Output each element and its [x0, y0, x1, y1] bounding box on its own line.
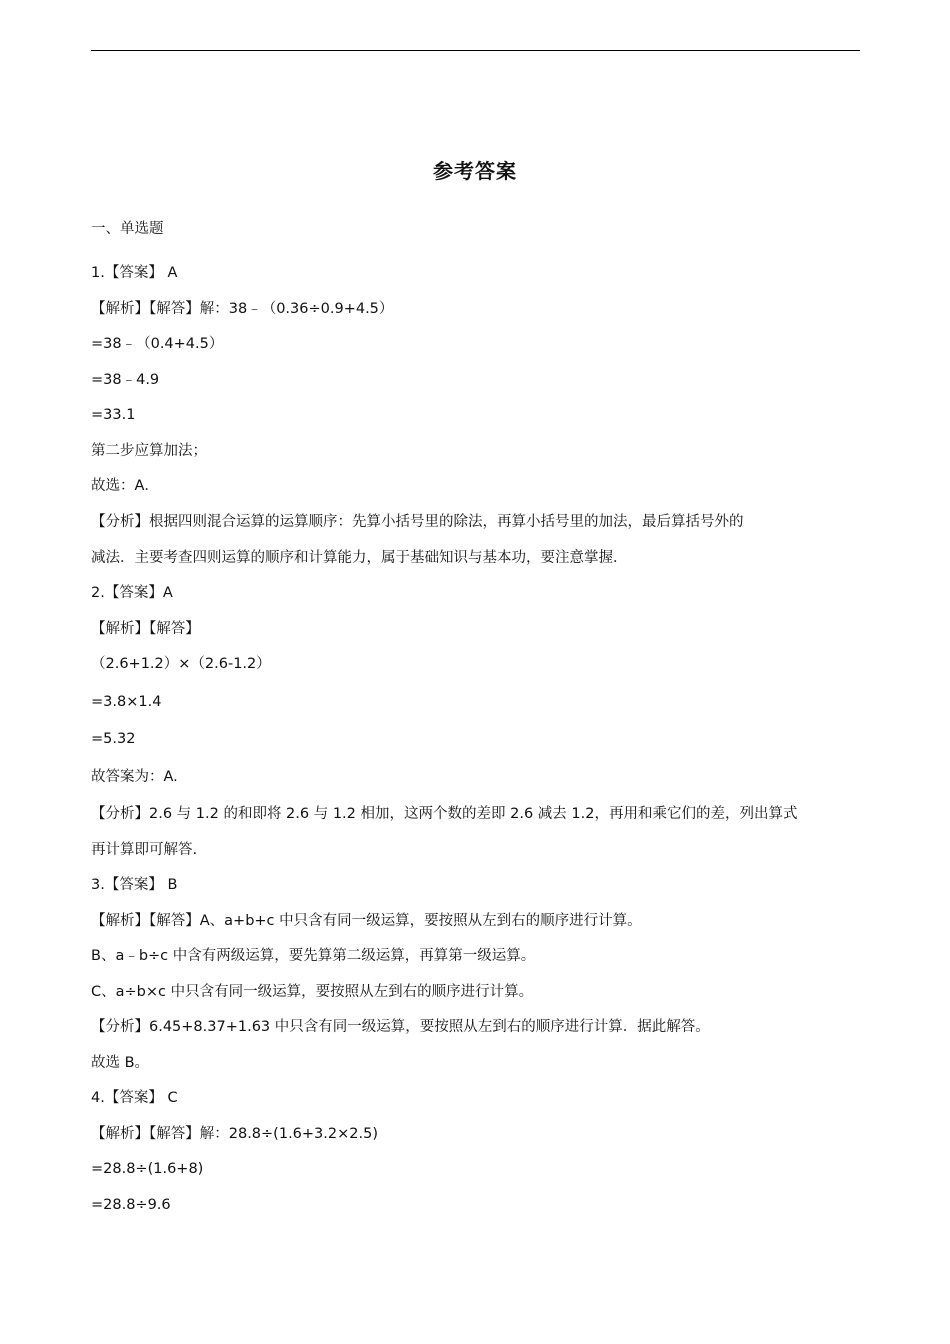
q2-solution-line: 故答案为：A. — [91, 768, 178, 785]
q1-analysis-cont: 减法．主要考查四则运算的顺序和计算能力，属于基础知识与基本功，要注意掌握． — [91, 549, 628, 566]
q3-solution-line: C、a÷b×c 中只含有同一级运算，要按照从左到右的顺序进行计算。 — [91, 983, 534, 1000]
q2-analysis-cont: 再计算即可解答. — [91, 841, 198, 858]
q4-answer: 4.【答案】 C — [91, 1090, 178, 1106]
q1-solution-line: 第二步应算加法； — [91, 442, 207, 459]
q1-analysis: 【分析】根据四则混合运算的运算顺序：先算小括号里的除法，再算小括号里的加法，最后算括号外的 — [91, 513, 744, 530]
q3-solution-line: B、a﹣b÷c 中含有两级运算，要先算第二级运算，再算第一级运算。 — [91, 948, 536, 964]
q3-analysis: 【分析】6.45+8.37+1.63 中只含有同一级运算，要按照从左到右的顺序进行计算．据此解答。 — [91, 1019, 710, 1035]
q4-solution-line: 【解析】【解答】解：28.8÷(1.6+3.2×2.5) — [91, 1125, 378, 1142]
q1-solution-line: =33.1 — [91, 407, 136, 423]
header-rule — [91, 50, 860, 51]
q3-answer: 3.【答案】 B — [91, 877, 178, 893]
q2-solution-line: （2.6+1.2）×（2.6-1.2） — [91, 656, 271, 672]
q1-solution-line: =38﹣（0.4+4.5） — [91, 336, 224, 352]
section-heading: 一、单选题 — [91, 221, 164, 237]
q4-solution-line: =28.8÷(1.6+8) — [91, 1161, 204, 1177]
q2-solution-line: =5.32 — [91, 731, 136, 747]
q3-solution-line: 【解析】【解答】A、a+b+c 中只含有同一级运算，要按照从左到右的顺序进行计算。 — [91, 912, 642, 929]
answer-content — [91, 219, 861, 1230]
q2-answer: 2.【答案】A — [91, 585, 173, 601]
q3-solution-line: 故选 B。 — [91, 1054, 150, 1071]
q2-solution-line: 【解析】【解答】 — [91, 620, 200, 637]
page-title: 参考答案 — [433, 159, 517, 183]
q1-solution-line: 【解析】【解答】解：38﹣（0.36÷0.9+4.5） — [91, 300, 394, 317]
q4-solution-line: =28.8÷9.6 — [91, 1196, 171, 1213]
q2-solution-line: =3.8×1.4 — [91, 693, 162, 710]
q2-analysis: 【分析】2.6 与 1.2 的和即将 2.6 与 1.2 相加，这两个数的差即 2.6 减去 1.2，再用和乘它们的差，列出算式 — [91, 805, 798, 822]
q1-solution-line: 故选：A． — [91, 478, 159, 494]
q1-answer: 1.【答案】 A — [91, 265, 178, 281]
q1-solution-line: =38﹣4.9 — [91, 371, 160, 388]
